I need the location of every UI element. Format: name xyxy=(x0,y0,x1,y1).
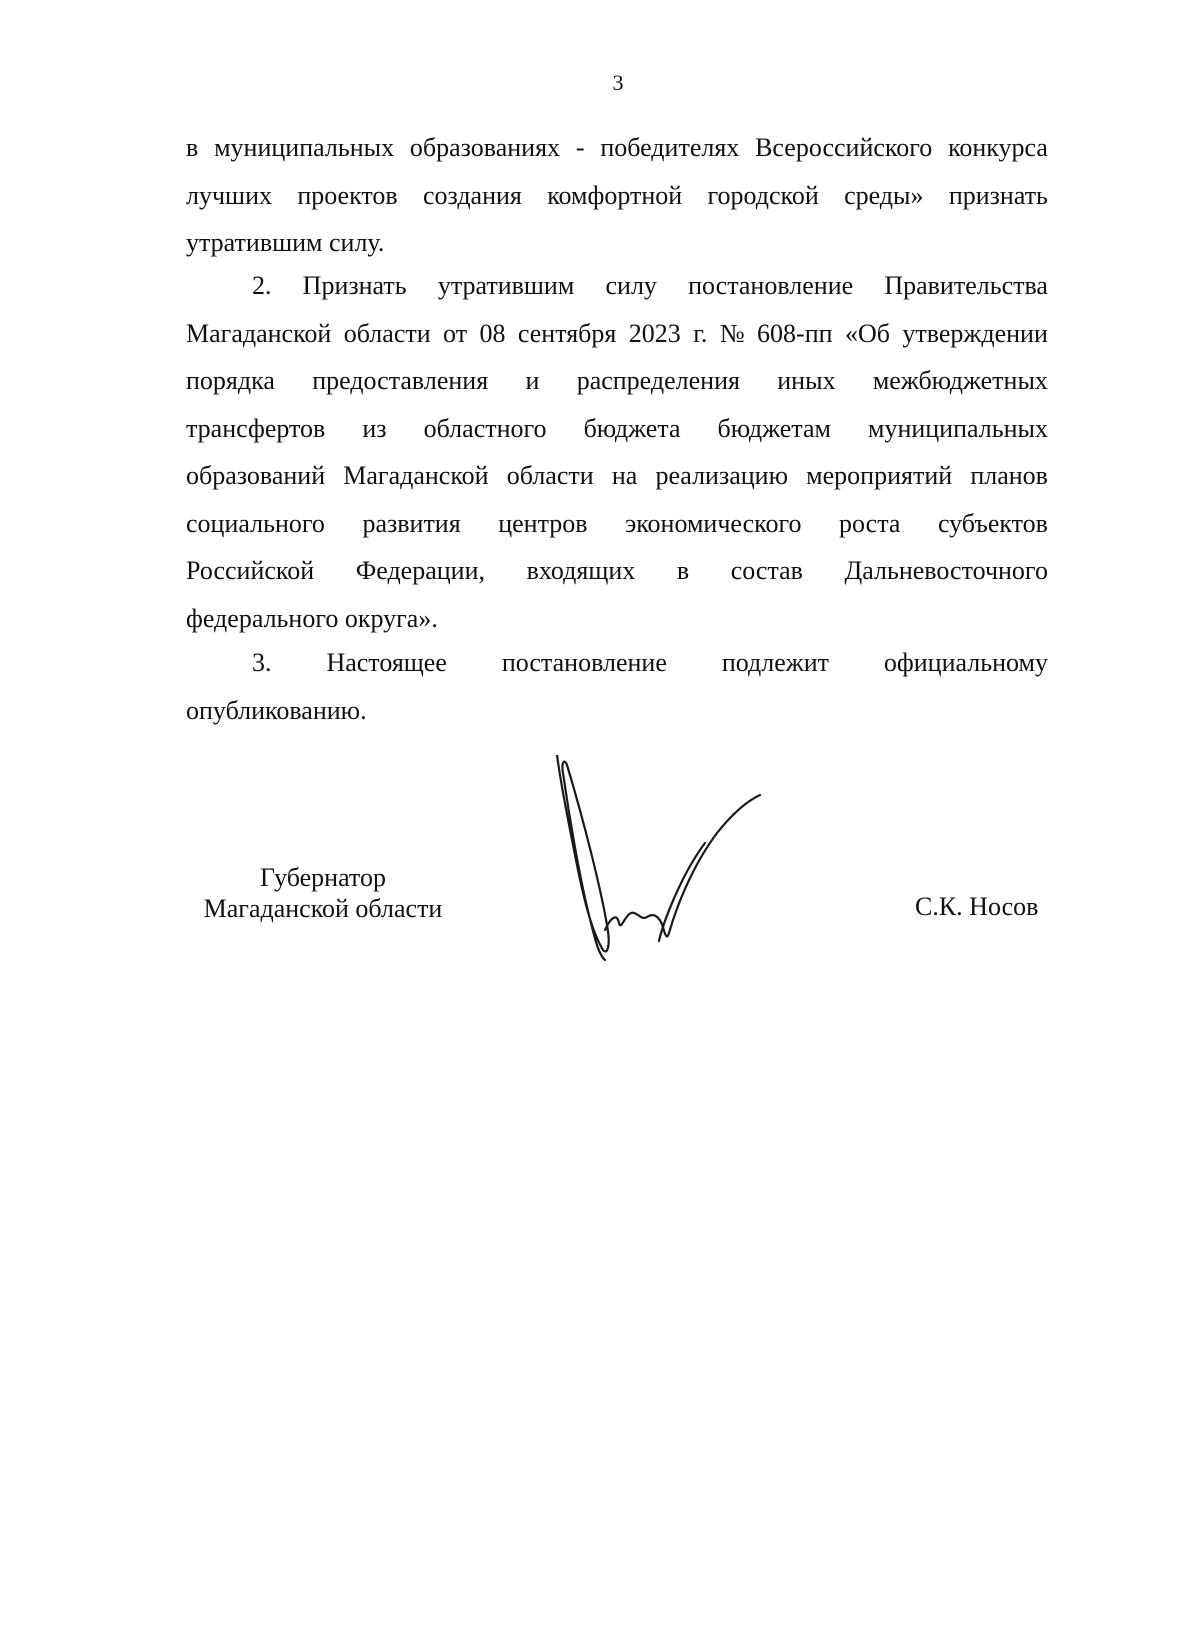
word: комфортной xyxy=(547,180,683,210)
word: на xyxy=(611,461,638,490)
signatory-position xyxy=(188,862,458,924)
word: среды» xyxy=(844,180,924,210)
text-line xyxy=(186,357,1048,405)
word: из xyxy=(362,413,387,443)
word: иных xyxy=(777,366,836,395)
word: 608-пп xyxy=(757,318,833,348)
paragraph-item-3 xyxy=(186,639,1048,734)
word: Правительства xyxy=(884,271,1048,300)
word: Дальневосточного xyxy=(844,556,1048,585)
word: постановление xyxy=(501,648,667,677)
word: входящих xyxy=(526,556,636,585)
word: официальному xyxy=(883,648,1048,677)
signature-stroke xyxy=(557,755,609,960)
word: конкурса xyxy=(948,133,1048,162)
text-line xyxy=(186,500,1048,548)
word: г. xyxy=(693,318,708,348)
word: подлежит xyxy=(721,648,829,677)
word: и xyxy=(525,366,540,395)
signature-stroke xyxy=(669,795,760,933)
word: от xyxy=(443,318,468,348)
word: бюджетам xyxy=(717,413,831,443)
word: лучших xyxy=(186,180,272,210)
word: «Об xyxy=(844,318,890,348)
word: социального xyxy=(186,508,325,538)
word: бюджета xyxy=(583,413,681,443)
word: области xyxy=(343,318,431,348)
text-line xyxy=(186,172,1048,220)
word: победителях xyxy=(600,133,740,162)
text-line xyxy=(186,124,1048,172)
position-line: Губернатор xyxy=(260,863,386,892)
word: № xyxy=(719,318,745,348)
word: области xyxy=(506,461,594,490)
word: предоставления xyxy=(312,366,489,395)
word: Федерации, xyxy=(355,556,486,585)
word: 2. xyxy=(252,271,272,300)
word: мероприятий xyxy=(806,461,953,490)
word: муниципальных xyxy=(867,413,1048,443)
text-line: опубликованию. xyxy=(186,695,367,725)
word: признать xyxy=(948,180,1048,210)
word: образований xyxy=(186,461,326,490)
word: развития xyxy=(362,508,461,538)
word: состав xyxy=(730,556,803,585)
word: в xyxy=(186,133,199,162)
position-line: Магаданской области xyxy=(203,894,443,923)
text-line: федерального округа». xyxy=(186,603,438,633)
text-line: утратившим силу. xyxy=(186,228,385,257)
word: создания xyxy=(422,180,522,210)
text-line xyxy=(186,547,1048,595)
word: Российской xyxy=(186,556,315,585)
word: планов xyxy=(970,461,1048,490)
word: Магаданской xyxy=(186,318,332,348)
word: муниципальных xyxy=(214,133,395,162)
signature-stroke xyxy=(659,843,705,941)
word: - xyxy=(575,133,585,162)
word: утверждении xyxy=(902,318,1048,348)
word: 2023 xyxy=(628,318,681,348)
word: субъектов xyxy=(937,508,1048,538)
word: реализацию xyxy=(655,461,789,490)
word: областного xyxy=(423,413,547,443)
word: Всероссийского xyxy=(755,133,933,162)
word: экономического xyxy=(625,508,802,538)
word: образованиях xyxy=(409,133,561,162)
word: распределения xyxy=(576,366,740,395)
text-line xyxy=(186,452,1048,500)
word: 08 xyxy=(479,318,506,348)
text-line xyxy=(186,405,1048,453)
text-line xyxy=(186,639,1048,687)
word: 3. xyxy=(252,648,272,677)
word: порядка xyxy=(186,366,275,395)
word: сентября xyxy=(517,318,617,348)
word: постановление xyxy=(688,271,854,300)
word: роста xyxy=(839,508,901,538)
text-line xyxy=(186,262,1048,310)
word: трансфертов xyxy=(186,413,326,443)
word: в xyxy=(676,556,690,585)
signer-name: С.К. Носов xyxy=(915,892,1039,921)
page-number: 3 xyxy=(612,70,624,95)
word: межбюджетных xyxy=(872,366,1048,395)
word: городской xyxy=(707,180,819,210)
word: центров xyxy=(498,508,588,538)
paragraph-continuation xyxy=(186,124,1048,267)
word: силу xyxy=(605,271,657,300)
word: утратившим xyxy=(437,271,575,300)
word: Настоящее xyxy=(326,648,447,677)
word: проектов xyxy=(297,180,398,210)
signature-stroke xyxy=(605,913,669,937)
word: Признать xyxy=(302,271,407,300)
text-line xyxy=(186,310,1048,358)
handwritten-signature xyxy=(555,755,795,970)
paragraph-item-2 xyxy=(186,262,1048,642)
word: Магаданской xyxy=(343,461,489,490)
